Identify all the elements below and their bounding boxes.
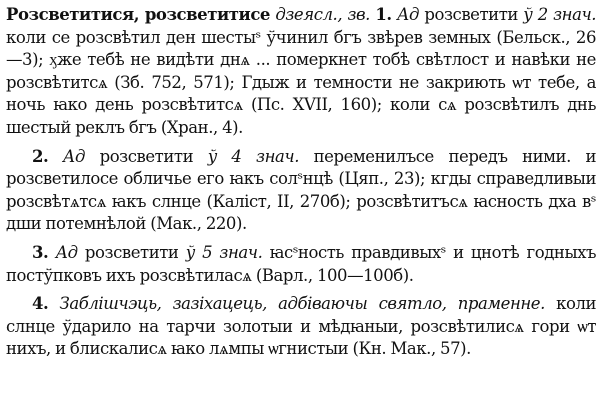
headword: Розсветитися, розсветитисе (6, 5, 270, 24)
cross-ref-word: розсветити (99, 146, 194, 166)
entry-paragraph-4 (6, 293, 596, 361)
entry-paragraph-2 (6, 146, 596, 236)
cross-ref-label: Ад (62, 146, 85, 166)
cross-ref-label: Ад (55, 242, 78, 262)
quotation-text: коли се розсвѣтил ден шестыˢ ўчинил бгъ звѣрев земных (Бельск., 26—3); ӽже тебѣ не видѣти днѧ ... померкнет тобѣ свѣтлост и навѣки не розсвѣтитсѧ (Зб. 752, 571); Гдыж и темности не закриють ѡт тебе, а ночь ꙗко день розсвѣтитсѧ (Пс. XVII, 160); коли сѧ розсвѣтилъ днь шестый реклъ бгъ (Хран., 4). (6, 27, 596, 137)
sense-number: 1. (375, 5, 392, 24)
definition-gloss: Заблішчэць, зазіхацець, адбіваючы святло, праменне. (59, 294, 545, 314)
grammar-label: дзеясл., зв. (275, 5, 370, 24)
cross-ref-word: розсветити (424, 5, 518, 24)
sense-ref: ў 5 знач. (185, 242, 263, 262)
entry-paragraph-1 (6, 4, 596, 140)
sense-number: 2. (32, 146, 49, 166)
cross-ref-word: розсветити (84, 242, 179, 262)
entry-paragraph-3 (6, 242, 596, 287)
quotation-text: коли слнце ўдарило на тарчи золотыи и мѣдꙗныи, розсвѣтилисѧ гори ѡт нихъ, и блискалисѧ ꙗко лѧмпы ѡгнистыи (Кн. Мак., 57). (6, 294, 596, 359)
cross-ref-label: Ад (396, 5, 420, 24)
sense-number: 3. (32, 242, 49, 262)
sense-ref: ў 4 знач. (207, 146, 300, 166)
sense-ref: ў 2 знач. (523, 5, 596, 24)
sense-number: 4. (32, 294, 49, 314)
quotation-text: ꙗсˢность правдивыхˢ и цнотѣ годныхъ постўпковъ ихъ розсвѣтиласѧ (Варл., 100—100б). (6, 242, 596, 285)
quotation-text: переменилъсе передъ ними. и розсветилосе обличье его ꙗкъ солˢнцѣ (Цяп., 23); кгды справедливыи розсвѣтѧтсѧ ꙗкъ слнце (Каліст, II, 270б); розсвѣтитъсѧ ꙗсность дха вˢ дши потемнѣлой (Мак., 220). (6, 146, 596, 234)
dictionary-entry (6, 4, 596, 409)
